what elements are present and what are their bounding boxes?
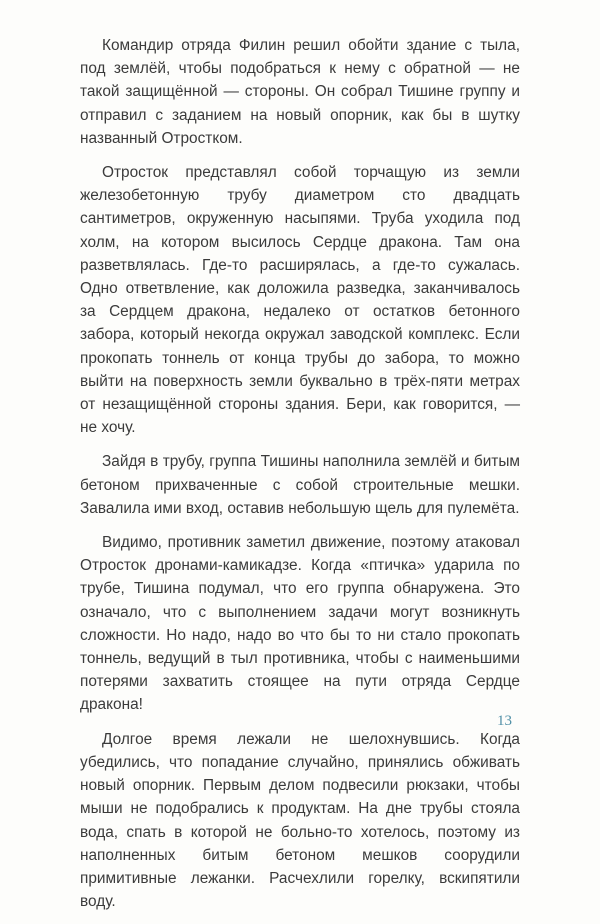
paragraph-5: Долгое время лежали не шелохнувшись. Когда убедились, что попадание случайно, принялись обживать новый опорник. Первым делом подвесили рюкзаки, чтобы мыши не подобрались к продуктам. На дне трубы стояла вода, спать в которой не больно-то хотелось, поэтому из наполненных битым бетоном мешков соорудили примитивные лежанки. Расчехлили горелку, вскипятили воду. (80, 730, 520, 911)
paragraph-2: Отросток представлял собой торчащую из земли железобетонную трубу диаметром сто двадцать сантиметров, окруженную насыпями. Труба уходила под холм, на котором высилось Сердце дракона. Там она разветвлялась. Где-то расширялась, а где-то сужалась. Одно ответвление, как доложила разведка, заканчивалось за Сердцем дракона, недалеко от остатков бетонного забора, который некогда окружал заводской комплекс. Если прокопать тоннель от конца трубы до забора, то можно выйти на поверхность земли буквально в трёх-пяти метрах от незащищённой стороны здания. Бери, как говорится, — не хочу. (80, 164, 520, 437)
paragraph-4: Видимо, противник заметил движение, поэтому атаковал Отросток дронами-камикадзе. Когда «птичка» ударила по трубе, Тишина подумал, что его группа обнаружена. Это означало, что с выполнением задачи могут возникнуть сложности. Но надо, надо во что бы то ни стало прокопать тоннель, ведущий в тыл противника, чтобы с наименьшими потерями захватить стоящее на пути отряда Сердце дракона! (80, 534, 520, 714)
paragraph-3: Зайдя в трубу, группа Тишины наполнила землёй и битым бетоном прихваченные с собой строительные мешки. Завалила ими вход, оставив небольшую щель для пулемёта. (80, 453, 520, 517)
paragraph-1: Командир отряда Филин решил обойти здание с тыла, под землёй, чтобы подобраться к нему с обратной — не такой защищённой — стороны. Он собрал Тишине группу и отправил с заданием на новый опорник, как бы в шутку названный Отростком. (80, 37, 520, 147)
page-number: 13 (497, 713, 512, 729)
book-page-text (80, 34, 520, 924)
